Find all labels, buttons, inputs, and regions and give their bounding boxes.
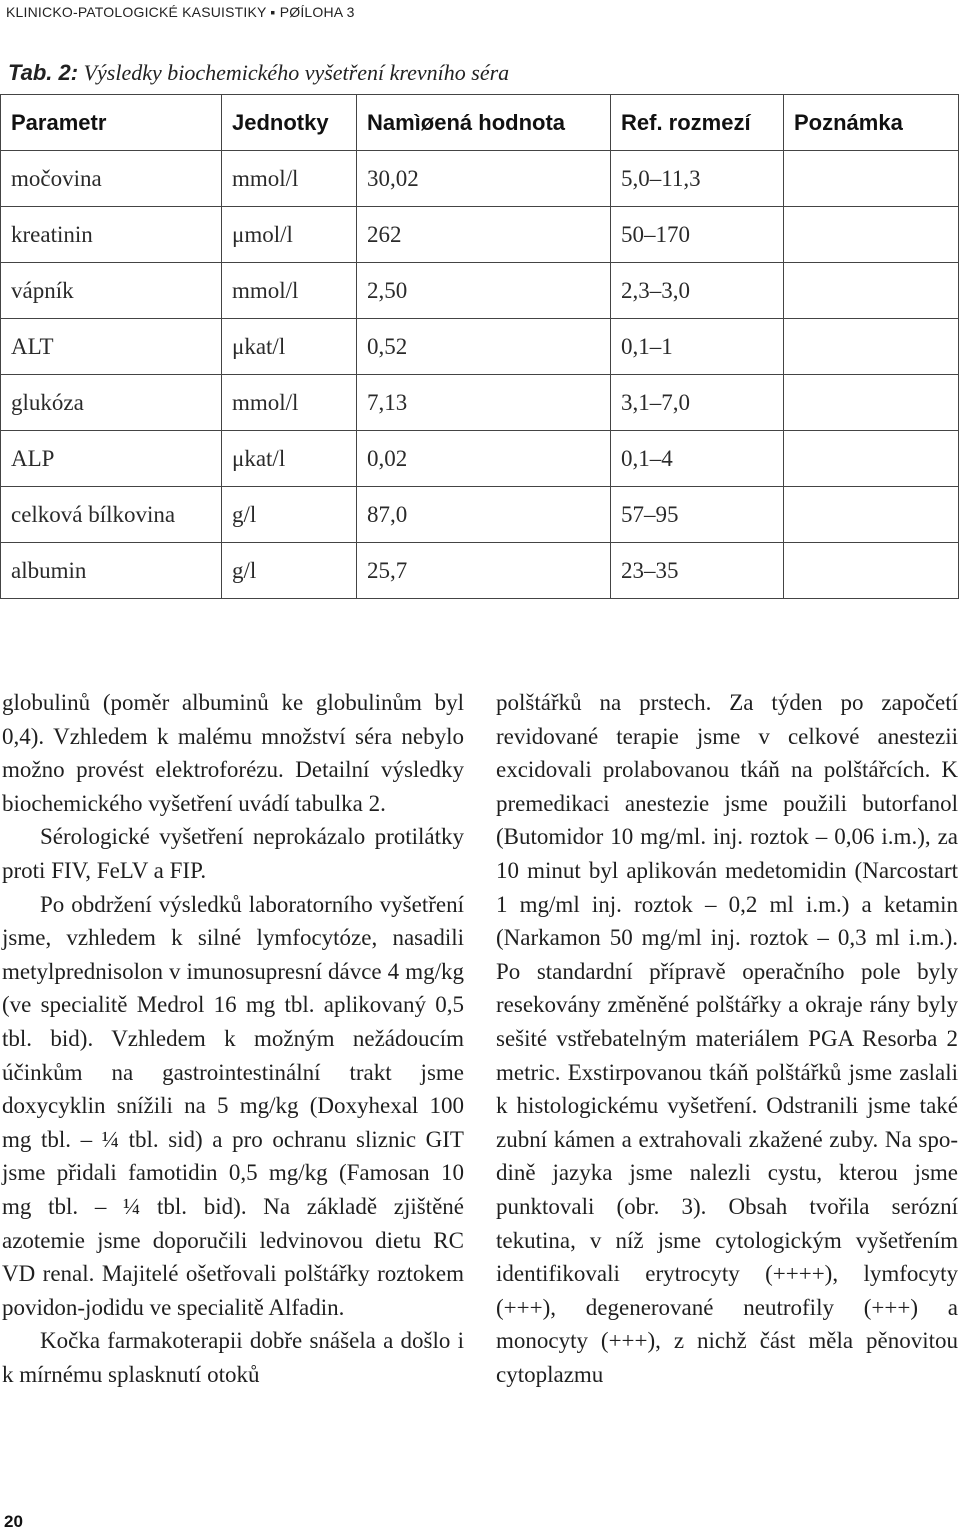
cell-jednotky: μmol/l bbox=[222, 207, 357, 263]
cell-hodnota: 0,02 bbox=[357, 431, 611, 487]
body-paragraph: Kočka farmakoterapii dobře snášela a došlo i k mírnému splasknutí otoků bbox=[2, 1328, 464, 1387]
cell-jednotky: mmol/l bbox=[222, 151, 357, 207]
cell-hodnota: 87,0 bbox=[357, 487, 611, 543]
cell-jednotky: mmol/l bbox=[222, 263, 357, 319]
cell-hodnota: 0,52 bbox=[357, 319, 611, 375]
cell-parametr: vápník bbox=[1, 263, 222, 319]
cell-ref-rozmezi: 5,0–11,3 bbox=[611, 151, 784, 207]
cell-hodnota: 25,7 bbox=[357, 543, 611, 599]
cell-ref-rozmezi: 2,3–3,0 bbox=[611, 263, 784, 319]
table-caption-text: Výsledky biochemického vyšetření krevního séra bbox=[78, 60, 510, 85]
cell-ref-rozmezi: 57–95 bbox=[611, 487, 784, 543]
cell-ref-rozmezi: 3,1–7,0 bbox=[611, 375, 784, 431]
cell-jednotky: μkat/l bbox=[222, 319, 357, 375]
body-left-column bbox=[2, 686, 464, 1391]
table-row bbox=[1, 151, 959, 207]
cell-parametr: ALT bbox=[1, 319, 222, 375]
page-number: 20 bbox=[4, 1512, 23, 1531]
body-paragraph: polštářků na prstech. Za týden po započetí revidované terapie jsme v celkové anestezii excidovali prolabovanou tkáň na polštářcích. K premedikaci anestezie jsme použili butorfanol (Butomidor 10 mg/ml. inj. roztok – 0,06 i.m.), za 10 minut byl aplikován medetomidin (Narcostart 1 mg/ml inj. roztok – 0,2 ml i.m.) a ketamin (Narkamon 50 mg/ml inj. roztok – 0,3 ml i.m.). Po standardní přípravě operačního pole byly resekovány změněné polštářky a okraje rány byly sešité vstřebatelným materiálem PGA Resorba 2 metric. Exstirpovanou tkáň polštářků jsme zaslali k histologickému vyšetření. Odstranili jsme také zubní kámen a extrahovali zkažené zuby. Na spodině jazyka jsme nalezli cystu, kterou jsme punktovali (obr. 3). Obsah tvořila serózní tekutina, v níž jsme cytologickým vyšetřením identifikovali erytrocyty (++++), lymfocyty (+++), degenerované neutrofily (+++) a monocyty (+++), z nichž část měla pěnovitou cytoplazmu bbox=[496, 690, 958, 1387]
table-header-row bbox=[1, 95, 959, 151]
cell-hodnota: 30,02 bbox=[357, 151, 611, 207]
column-header-hodnota: Namìøená hodnota bbox=[357, 95, 611, 151]
cell-poznamka bbox=[784, 431, 959, 487]
table-caption bbox=[8, 60, 509, 86]
table-row bbox=[1, 487, 959, 543]
body-right-column bbox=[496, 686, 958, 1391]
cell-jednotky: μkat/l bbox=[222, 431, 357, 487]
cell-poznamka bbox=[784, 151, 959, 207]
cell-parametr: glukóza bbox=[1, 375, 222, 431]
cell-parametr: močovina bbox=[1, 151, 222, 207]
cell-hodnota: 2,50 bbox=[357, 263, 611, 319]
table-row bbox=[1, 431, 959, 487]
cell-ref-rozmezi: 50–170 bbox=[611, 207, 784, 263]
cell-poznamka bbox=[784, 207, 959, 263]
cell-parametr: celková bílkovina bbox=[1, 487, 222, 543]
cell-poznamka bbox=[784, 543, 959, 599]
column-header-jednotky: Jednotky bbox=[222, 95, 357, 151]
table-row bbox=[1, 319, 959, 375]
body-paragraph: globulinů (poměr albuminů ke globulinům byl 0,4). Vzhledem k malému množství séra nebylo možno provést elektroforézu. Detailní výsledky biochemického vyšetření uvádí tabulka 2. bbox=[2, 690, 464, 816]
cell-hodnota: 7,13 bbox=[357, 375, 611, 431]
lab-results-table bbox=[0, 94, 959, 599]
column-header-ref-rozmezi: Ref. rozmezí bbox=[611, 95, 784, 151]
cell-jednotky: g/l bbox=[222, 543, 357, 599]
cell-poznamka bbox=[784, 263, 959, 319]
table-row bbox=[1, 263, 959, 319]
cell-ref-rozmezi: 0,1–4 bbox=[611, 431, 784, 487]
body-paragraph: Po obdržení výsledků laboratorního vyšetření jsme, vzhledem k silné lymfocytóze, nasadili metylprednisolon v imunosupresní dávce 4 mg/kg (ve specialitě Medrol 16 mg tbl. aplikovaný 0,5 tbl. bid). Vzhledem k možným nežádoucím účinkům na gastrointestinální trakt jsme doxycyklin snížili na 5 mg/kg (Doxyhexal 100 mg tbl. – ¼ tbl. sid) a pro ochranu sliznic GIT jsme přidali famotidin 0,5 mg/kg (Famosan 10 mg tbl. – ¼ tbl. bid). Na základě zjištěné azotemie jsme doporučili ledvinovou dietu RC VD renal. Majitelé ošetřovali polštářky roztokem povidon-jodidu ve specialitě Alfadin. bbox=[2, 891, 464, 1320]
cell-parametr: kreatinin bbox=[1, 207, 222, 263]
cell-hodnota: 262 bbox=[357, 207, 611, 263]
cell-ref-rozmezi: 23–35 bbox=[611, 543, 784, 599]
table-caption-label: Tab. 2: bbox=[8, 60, 79, 85]
cell-jednotky: g/l bbox=[222, 487, 357, 543]
table-row bbox=[1, 207, 959, 263]
cell-poznamka bbox=[784, 487, 959, 543]
cell-parametr: ALP bbox=[1, 431, 222, 487]
table-row bbox=[1, 375, 959, 431]
table-row bbox=[1, 543, 959, 599]
column-header-parametr: Parametr bbox=[1, 95, 222, 151]
cell-jednotky: mmol/l bbox=[222, 375, 357, 431]
cell-poznamka bbox=[784, 375, 959, 431]
running-head: KLINICKO-PATOLOGICKÉ KASUISTIKY ▪ PØÍLOHA 3 bbox=[6, 4, 355, 20]
body-paragraph: Sérologické vyšetření neprokázalo protilátky proti FIV, FeLV a FIP. bbox=[2, 824, 464, 883]
cell-poznamka bbox=[784, 319, 959, 375]
cell-parametr: albumin bbox=[1, 543, 222, 599]
cell-ref-rozmezi: 0,1–1 bbox=[611, 319, 784, 375]
column-header-poznamka: Poznámka bbox=[784, 95, 959, 151]
